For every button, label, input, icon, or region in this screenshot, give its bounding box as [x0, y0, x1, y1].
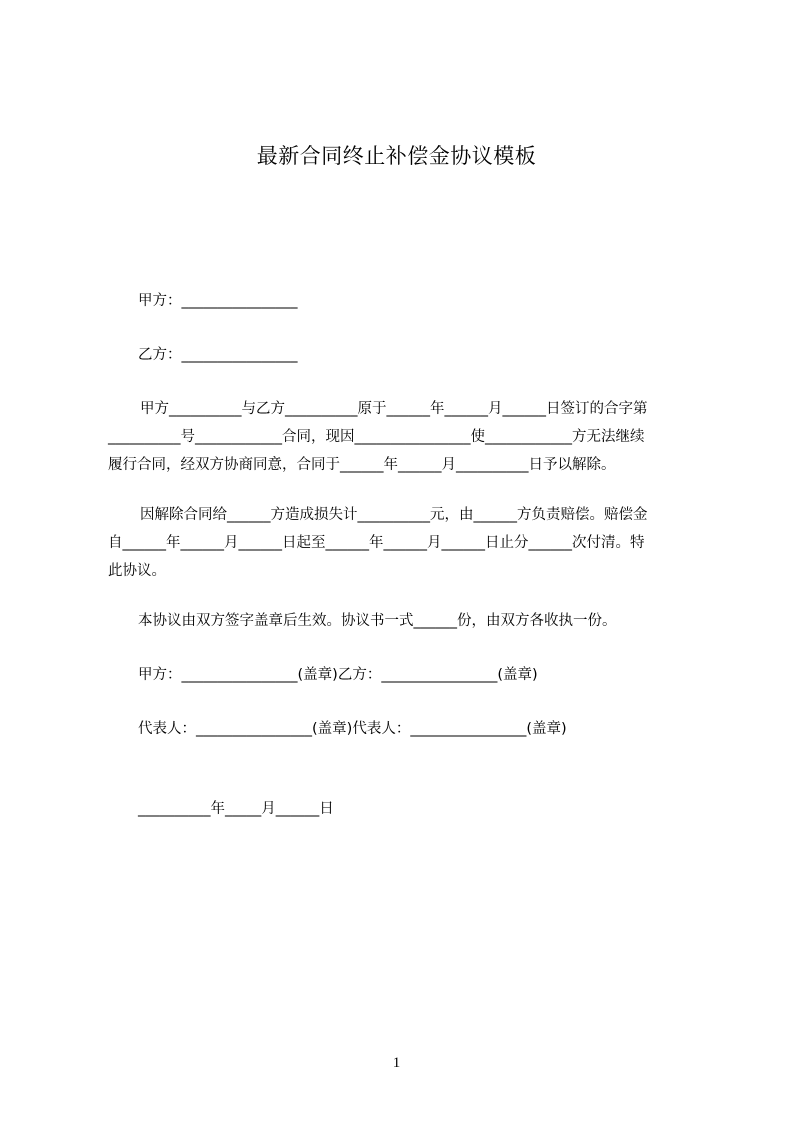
- signature-date-line: __________年_____月______日: [138, 801, 334, 817]
- signature-parties-line: 甲方：________________(盖章)乙方：________________(盖章): [138, 667, 538, 683]
- clause1-line3: 履行合同，经双方协商同意，合同于______年______月__________日予以解除。: [108, 457, 616, 473]
- document-title: 最新合同终止补偿金协议模板: [256, 144, 537, 168]
- clause3-line: 本协议由双方签字盖章后生效。协议书一式______份，由双方各收执一份。: [138, 613, 617, 629]
- clause2-line2: 自______年______月______日起至______年______月______日止分______次付清。特: [108, 535, 645, 551]
- party-a-line: 甲方：________________: [138, 293, 298, 309]
- clause2-line1: 因解除合同给______方造成损失计__________元，由______方负责赔偿。赔偿金: [140, 507, 648, 523]
- page-number: 1: [392, 1055, 401, 1071]
- clause2-line3: 此协议。: [108, 563, 166, 579]
- signature-representatives-line: 代表人：________________(盖章)代表人：________________(盖章): [138, 721, 567, 737]
- clause1-line1: 甲方__________与乙方__________原于______年______月______日签订的合字第: [140, 401, 648, 417]
- party-b-line: 乙方：________________: [138, 347, 298, 363]
- clause1-line2: __________号____________合同，现因________________使____________方无法继续: [108, 429, 645, 445]
